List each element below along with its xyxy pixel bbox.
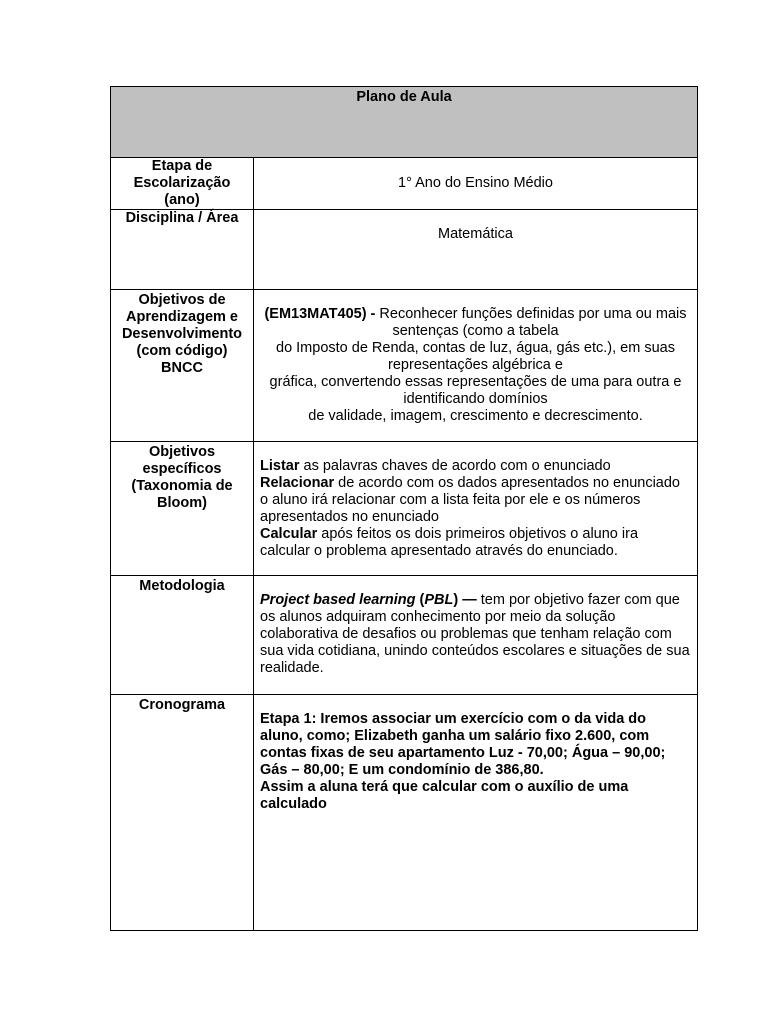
bncc-code: (EM13MAT405) -: [264, 306, 376, 322]
metodologia-abbr-open: (: [415, 592, 425, 608]
plan-title: Plano de Aula: [111, 87, 698, 158]
metodologia-label: Metodologia: [111, 576, 254, 695]
objetivo-listar-term: Listar: [260, 458, 300, 474]
row-cronograma: [111, 695, 698, 931]
disciplina-label: Disciplina / Área: [111, 210, 254, 290]
objetivo-listar-text: as palavras chaves de acordo com o enunciado: [299, 458, 611, 474]
cronograma-text-1: Etapa 1: Iremos associar um exercício com o da vida do aluno, como; Elizabeth ganha um salário fixo 2.600, com contas fixas de seu apartamento Luz - 70,00; Água – 90,00; Gás – 80,00; E um condomínio de 386,80.: [260, 711, 666, 778]
bncc-line-4: de validade, imagem, crescimento e decrescimento.: [308, 408, 643, 424]
objetivo-calcular-text: após feitos os dois primeiros objetivos o aluno ira calcular o problema apresentado através do enunciado.: [260, 526, 639, 559]
metodologia-value: [254, 576, 698, 695]
objetivos-especificos-value: [254, 442, 698, 576]
bncc-line-1: Reconhecer funções definidas por uma ou mais sentenças (como a tabela: [379, 306, 687, 339]
objetivos-aprendizagem-label: Objetivos de Aprendizagem e Desenvolvimento (com código) BNCC: [111, 290, 254, 442]
metodologia-abbr-close: ) —: [453, 592, 477, 608]
objetivo-calcular: [260, 526, 691, 560]
disciplina-value: Matemática: [254, 210, 698, 290]
objetivo-relacionar: [260, 475, 691, 526]
row-objetivos-especificos: [111, 442, 698, 576]
row-etapa: [111, 158, 698, 210]
objetivo-listar: [260, 458, 691, 475]
objetivo-relacionar-term: Relacionar: [260, 475, 335, 491]
bncc-line-2: do Imposto de Renda, contas de luz, água, gás etc.), em suas representações algébrica e: [276, 340, 675, 373]
cronograma-text-2: Assim a aluna terá que calcular com o auxílio de uma calculado: [260, 779, 629, 812]
objetivos-aprendizagem-value: [254, 290, 698, 442]
row-objetivos-aprendizagem: [111, 290, 698, 442]
row-disciplina: [111, 210, 698, 290]
metodologia-abbr: PBL: [424, 592, 454, 608]
header-row: [111, 87, 698, 158]
etapa-label: Etapa de Escolarização (ano): [111, 158, 254, 210]
cronograma-value: [254, 695, 698, 931]
cronograma-label: Cronograma: [111, 695, 254, 931]
objetivo-relacionar-text: de acordo com os dados apresentados no enunciado o aluno irá relacionar com a lista feita por ele e os números apresentados no enunciado: [260, 475, 680, 525]
objetivo-calcular-term: Calcular: [260, 526, 318, 542]
lesson-plan-table: [110, 86, 698, 931]
metodologia-text: tem por objetivo fazer com que os alunos adquiram conhecimento por meio da solução colaborativa de desafios ou problemas que tenham relação com sua vida cotidiana, unindo conteúdos escolares e situações de sua realidade.: [260, 592, 690, 676]
bncc-line-3: gráfica, convertendo essas representações de uma para outra e identificando domínios: [269, 374, 682, 407]
metodologia-term: Project based learning: [260, 592, 416, 608]
objetivos-especificos-label: Objetivos específicos (Taxonomia de Bloom): [111, 442, 254, 576]
etapa-value: 1° Ano do Ensino Médio: [254, 158, 698, 210]
row-metodologia: [111, 576, 698, 695]
